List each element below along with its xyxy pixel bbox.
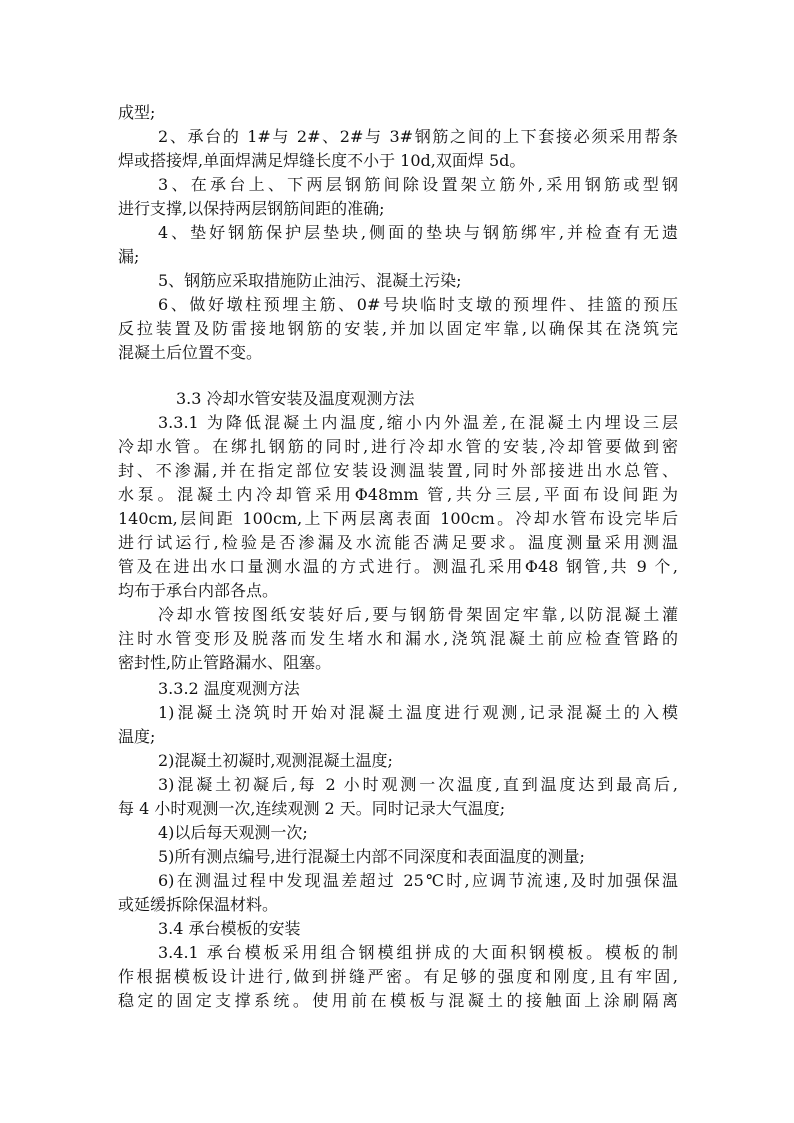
- text-line: 2、承台的 1#与 2#、2#与 3#钢筋之间的上下套接必须采用帮条: [158, 127, 678, 146]
- text-line: 3)混凝土初凝后,每 2 小时观测一次温度,直到温度达到最高后,: [158, 775, 678, 794]
- text-line: 进行试运行,检验是否渗漏及水流能否满足要求。温度测量采用测温: [118, 533, 678, 552]
- text-line: 成型;: [118, 103, 156, 122]
- section-heading: 3.4 承台模板的安装: [158, 919, 301, 938]
- section-heading: 3.3.2 温度观测方法: [158, 679, 300, 698]
- text-line: 漏;: [118, 247, 140, 266]
- text-line: 管及在进出水口量测水温的方式进行。测温孔采用Φ48 钢管,共 9 个,: [118, 557, 678, 576]
- text-line: 温度;: [118, 727, 156, 746]
- text-line: 混凝土后位置不变。: [118, 343, 263, 362]
- text-line: 反拉装置及防雷接地钢筋的安装,并加以固定牢靠,以确保其在浇筑完: [118, 319, 678, 338]
- text-line: 3.4.1 承台模板采用组合钢模组拼成的大面积钢模板。模板的制: [158, 943, 678, 962]
- text-line: 焊或搭接焊,单面焊满足焊缝长度不小于 10d,双面焊 5d。: [118, 151, 526, 170]
- text-line: 1)混凝土浇筑时开始对混凝土温度进行观测,记录混凝土的入模: [158, 703, 678, 722]
- text-line: 均布于承台内部各点。: [118, 581, 279, 600]
- text-line: 作根据模板设计进行,做到拼缝严密。有足够的强度和刚度,且有牢固,: [118, 967, 678, 986]
- text-line: 注时水管变形及脱落而发生堵水和漏水,浇筑混凝土前应检查管路的: [118, 629, 678, 648]
- section-heading: 3.3 冷却水管安装及温度观测方法: [176, 389, 415, 408]
- text-line: 密封性,防止管路漏水、阻塞。: [118, 653, 332, 672]
- text-line: 封、不渗漏,并在指定部位安装设测温装置,同时外部接进出水总管、: [118, 461, 678, 480]
- text-line: 3.3.1 为降低混凝土内温度,缩小内外温差,在混凝土内埋设三层: [158, 413, 678, 432]
- text-line: 冷却水管。在绑扎钢筋的同时,进行冷却水管的安装,冷却管要做到密: [118, 437, 678, 456]
- text-line: 水泵。混凝土内冷却管采用Φ48mm 管,共分三层,平面布设间距为: [118, 485, 678, 504]
- text-line: 5、钢筋应采取措施防止油污、混凝土污染;: [158, 271, 462, 290]
- text-line: 140cm,层间距 100cm,上下两层离表面 100cm。冷却水管布设完毕后: [118, 509, 678, 528]
- text-line: 4)以后每天观测一次;: [158, 823, 308, 842]
- text-line: 6、做好墩柱预埋主筋、0#号块临时支墩的预埋件、挂篮的预压: [158, 295, 678, 314]
- text-line: 或延缓拆除保温材料。: [118, 895, 279, 914]
- text-line: 每 4 小时观测一次,连续观测 2 天。同时记录大气温度;: [118, 799, 506, 818]
- text-line: 2)混凝土初凝时,观测混凝土温度;: [158, 751, 393, 770]
- text-line: 冷却水管按图纸安装好后,要与钢筋骨架固定牢靠,以防混凝土灌: [158, 605, 678, 624]
- text-line: 4、垫好钢筋保护层垫块,侧面的垫块与钢筋绑牢,并检查有无遗: [158, 223, 678, 242]
- text-line: 稳定的固定支撑系统。使用前在模板与混凝土的接触面上涂刷隔离: [118, 991, 678, 1010]
- text-line: 6)在测温过程中发现温差超过 25℃时,应调节流速,及时加强保温: [158, 871, 678, 890]
- text-line: 5)所有测点编号,进行混凝土内部不同深度和表面温度的测量;: [158, 847, 585, 866]
- text-line: 进行支撑,以保持两层钢筋间距的准确;: [118, 199, 385, 218]
- text-line: 3、在承台上、下两层钢筋间除设置架立筋外,采用钢筋或型钢: [158, 175, 678, 194]
